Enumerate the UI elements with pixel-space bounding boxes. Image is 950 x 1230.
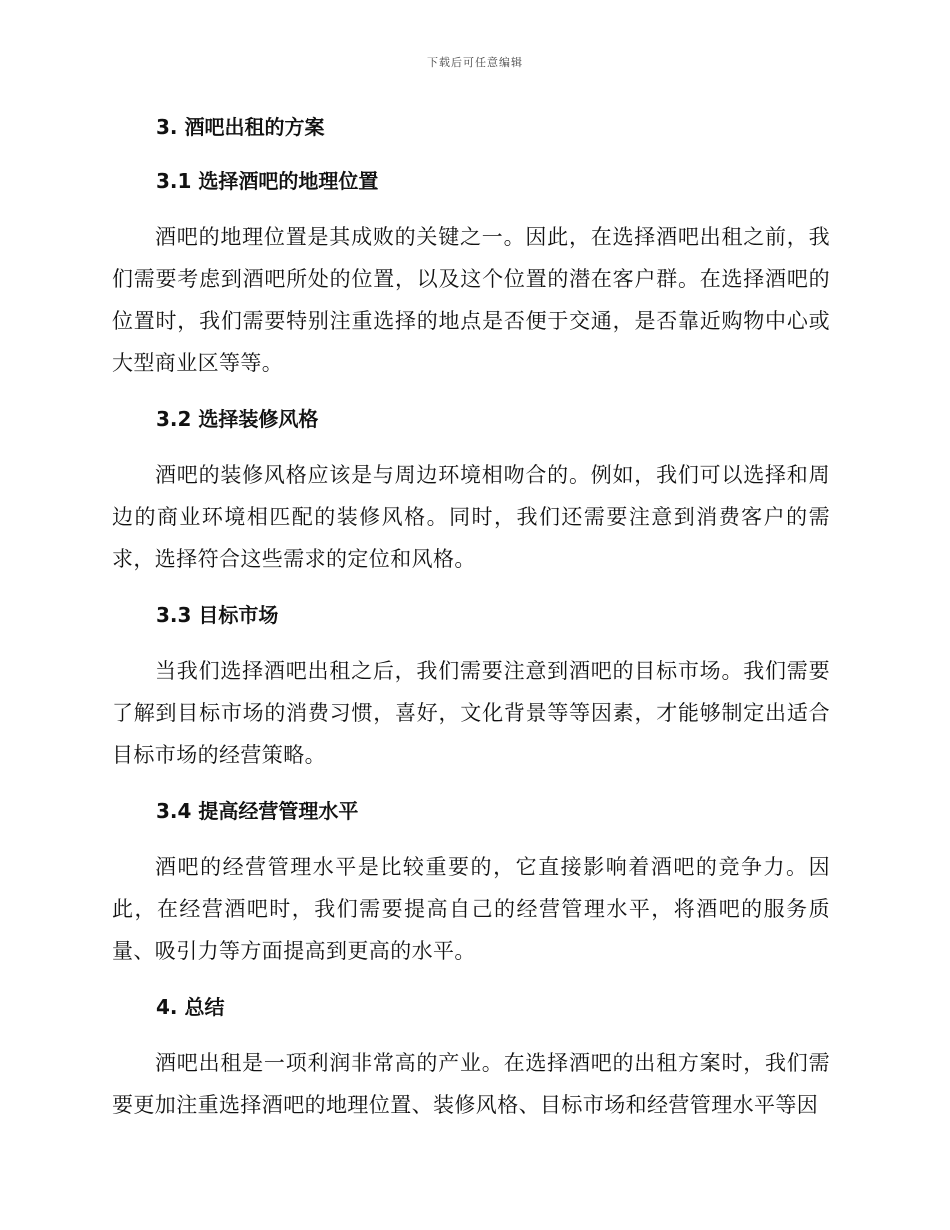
document-body — [112, 108, 830, 1126]
section-heading: 3.1 选择酒吧的地理位置 — [156, 169, 379, 193]
section-heading: 3.2 选择装修风格 — [156, 407, 319, 431]
section-heading: 4. 总结 — [156, 995, 225, 1019]
section-paragraph: 酒吧出租是一项利润非常高的产业。在选择酒吧的出租方案时，我们需要更加注重选择酒吧的地理位置、装修风格、目标市场和经营管理水平等因 — [112, 1051, 830, 1117]
section-heading: 3.4 提高经营管理水平 — [156, 799, 359, 823]
section-paragraph: 酒吧的装修风格应该是与周边环境相吻合的。例如，我们可以选择和周边的商业环境相匹配的装修风格。同时，我们还需要注意到消费客户的需求，选择符合这些需求的定位和风格。 — [112, 463, 830, 571]
section-paragraph: 当我们选择酒吧出租之后，我们需要注意到酒吧的目标市场。我们需要了解到目标市场的消费习惯，喜好，文化背景等等因素，才能够制定出适合目标市场的经营策略。 — [112, 659, 830, 767]
section-paragraph: 酒吧的地理位置是其成败的关键之一。因此，在选择酒吧出租之前，我们需要考虑到酒吧所处的位置，以及这个位置的潜在客户群。在选择酒吧的位置时，我们需要特别注重选择的地点是否便于交通，是否靠近购物中心或大型商业区等等。 — [112, 225, 830, 375]
section-heading: 3.3 目标市场 — [156, 603, 279, 627]
section-paragraph: 酒吧的经营管理水平是比较重要的，它直接影响着酒吧的竞争力。因此，在经营酒吧时，我们需要提高自己的经营管理水平，将酒吧的服务质量、吸引力等方面提高到更高的水平。 — [112, 855, 830, 963]
section-heading: 3. 酒吧出租的方案 — [156, 115, 325, 139]
header-note: 下载后可任意编辑 — [427, 56, 523, 69]
